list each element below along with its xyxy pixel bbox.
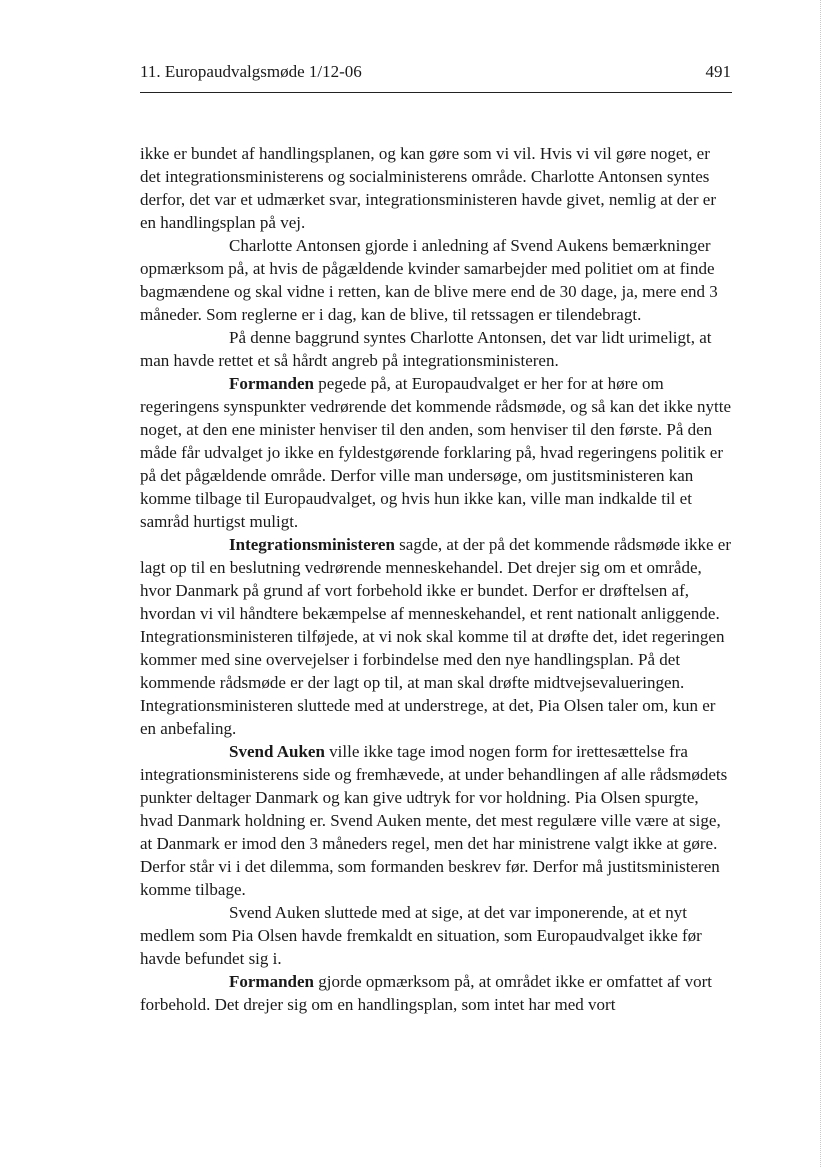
paragraph-text: Svend Auken sluttede med at sige, at det var imponerende, at et nyt medlem som Pia Olsen havde fremkaldt en situation, som Europaudvalget ikke før havde befundet sig i.	[140, 903, 702, 968]
scan-edge-artifact	[819, 0, 821, 1167]
paragraph-text: gjorde opmærksom på, at området ikke er omfattet af vort forbehold. Det drejer sig om en handlingsplan, som intet har med vort	[140, 972, 712, 1014]
paragraph-text: Charlotte Antonsen gjorde i anledning af Svend Aukens bemærkninger opmærksom på, at hvis de pågældende kvinder samarbejder med politiet om at finde bagmændene og skal vidne i retten, kan de blive mere end de 30 dage, ja, mere end 3 måneder. Som reglerne er i dag, kan de blive, til retssagen er tilendebragt.	[140, 236, 718, 324]
page-header	[140, 60, 731, 88]
paragraph-text: pegede på, at Europaudvalget er her for at høre om regeringens synspunkter vedrørende det kommende rådsmøde, og så kan det ikke nytte noget, at den ene minister henviser til den anden, som henviser til den første. På den måde får udvalget jo ikke en fyldestgørende forklaring på, hvad regeringens politik er på det pågældende område. Derfor ville man undersøge, om justitsministeren kan komme tilbage til Europaudvalget, og hvis hun ikke kan, ville man indkalde til et samråd hurtigst muligt.	[140, 374, 732, 531]
paragraph-5	[140, 533, 732, 740]
speaker-name: Integrationsministeren	[229, 535, 395, 554]
paragraph-2	[140, 234, 732, 326]
speaker-name: Formanden	[229, 972, 314, 991]
speaker-name: Formanden	[229, 374, 314, 393]
paragraph-7	[140, 901, 732, 970]
paragraph-3	[140, 326, 732, 372]
page-number: 491	[705, 62, 731, 81]
paragraph-text: ikke er bundet af handlingsplanen, og kan gøre som vi vil. Hvis vi vil gøre noget, er det integrationsministerens og socialministerens område. Charlotte Antonsen syntes derfor, det var et udmærket svar, integrationsministeren havde givet, nemlig at der er en handlingsplan på vej.	[140, 144, 716, 232]
paragraph-text: sagde, at der på det kommende rådsmøde ikke er lagt op til en beslutning vedrørende menneskehandel. Det drejer sig om et område, hvor Danmark på grund af vort forbehold ikke er bundet. Derfor er drøftelsen af, hvordan vi vil håndtere bekæmpelse af menneskehandel, et rent nationalt anliggende. Integrationsministeren tilføjede, at vi nok skal komme til at drøfte det, idet regeringen kommer med sine overvejelser i forbindelse med den nye handlingsplan. På det kommende rådsmøde er der lagt op til, at man skal drøfte midtvejsevalueringen. Integrationsministeren sluttede med at understrege, at det, Pia Olsen taler om, kun er en anbefaling.	[140, 535, 732, 738]
header-divider	[140, 92, 732, 93]
paragraph-6	[140, 740, 732, 901]
running-title: 11. Europaudvalgsmøde 1/12-06	[140, 62, 362, 81]
paragraph-8	[140, 970, 732, 1016]
paragraph-1	[140, 142, 732, 234]
paragraph-text: ville ikke tage imod nogen form for irettesættelse fra integrationsministerens side og fremhævede, at under behandlingen af alle rådsmødets punkter deltager Danmark og kan give udtryk for vor holdning. Pia Olsen spurgte, hvad Danmark holdning er. Svend Auken mente, det mest regulære ville være at sige, at Danmark er imod den 3 måneders regel, men det har ministrene valgt ikke at gøre. Derfor står vi i det dilemma, som formanden beskrev før. Derfor må justitsministeren komme tilbage.	[140, 742, 728, 899]
paragraph-text: På denne baggrund syntes Charlotte Antonsen, det var lidt urimeligt, at man havde rettet et så hårdt angreb på integrationsministeren.	[140, 328, 712, 370]
speaker-name: Svend Auken	[229, 742, 325, 761]
paragraph-4	[140, 372, 732, 533]
minutes-body	[140, 142, 732, 1016]
